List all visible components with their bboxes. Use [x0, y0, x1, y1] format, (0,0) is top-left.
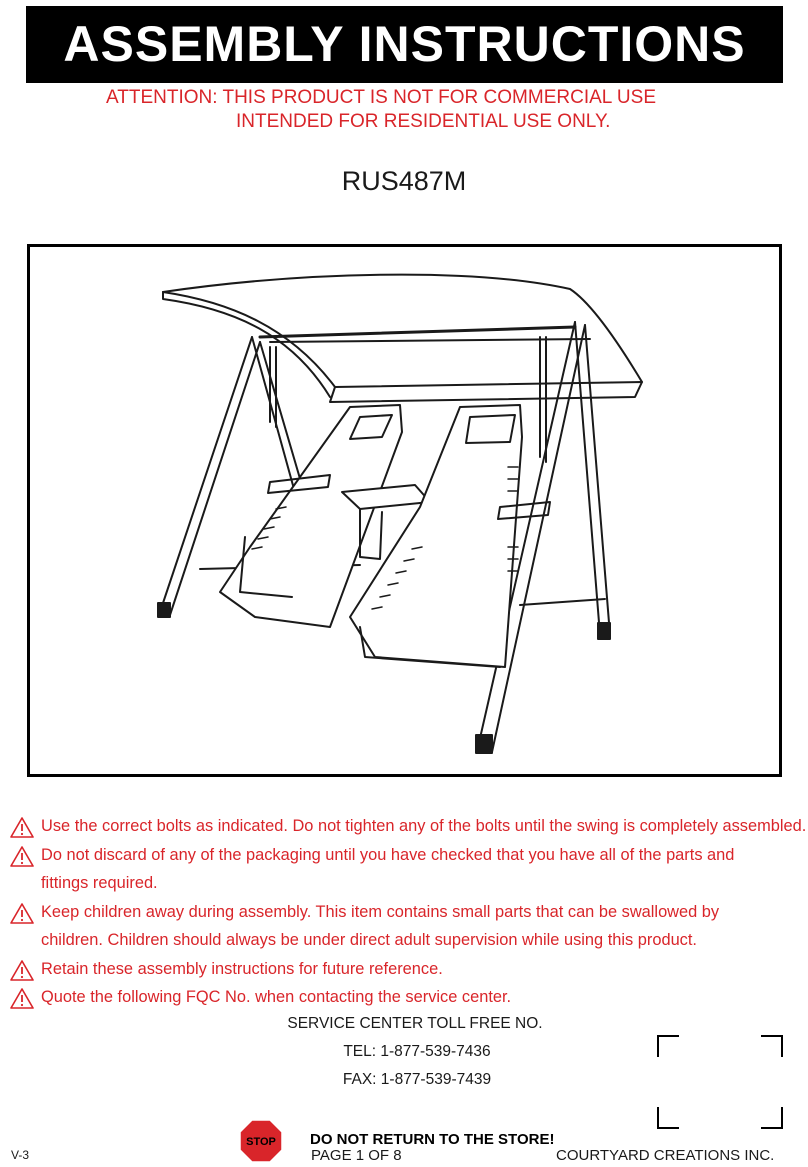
warning-text: Keep children away during assembly. This item contains small parts that can be swallowed by: [41, 902, 720, 921]
service-center-heading: SERVICE CENTER TOLL FREE NO.: [287, 1015, 543, 1032]
version-label: V-3: [11, 1148, 30, 1162]
attention-notice-line1: ATTENTION: THIS PRODUCT IS NOT FOR COMMERCIAL USE: [106, 87, 656, 108]
warning-item: [10, 812, 806, 841]
attention-notice-line2: INTENDED FOR RESIDENTIAL USE ONLY.: [236, 111, 611, 132]
warning-text: Do not discard of any of the packaging until you have checked that you have all of the parts and: [41, 845, 735, 864]
page-number: PAGE 1 OF 8: [311, 1147, 402, 1164]
warning-item: [10, 955, 806, 984]
no-return-notice: DO NOT RETURN TO THE STORE!: [310, 1131, 555, 1148]
fqc-box-corner-bottom-right: [761, 1107, 783, 1129]
warning-triangle-icon: [10, 846, 34, 867]
warning-triangle-icon: [10, 903, 34, 924]
service-tel: TEL: 1-877-539-7436: [343, 1043, 491, 1060]
service-fax: FAX: 1-877-539-7439: [342, 1071, 492, 1088]
swing-illustration: [30, 247, 779, 774]
warning-list: [10, 812, 806, 1012]
warning-text: children. Children should always be under direct adult supervision while using this product.: [41, 931, 697, 949]
fqc-box-corner-top-right: [761, 1035, 783, 1057]
warning-text: fittings required.: [41, 874, 158, 892]
warning-triangle-icon: [10, 988, 34, 1009]
stop-sign-label: STOP: [246, 1136, 276, 1148]
warning-item: [10, 841, 806, 898]
warning-triangle-icon: [10, 960, 34, 981]
warning-item: [10, 898, 806, 955]
warning-item: [10, 983, 806, 1012]
model-number: RUS487M: [341, 166, 467, 196]
warning-triangle-icon: [10, 817, 34, 838]
company-name: COURTYARD CREATIONS INC.: [556, 1147, 775, 1164]
product-illustration-frame: [27, 244, 782, 777]
fqc-box-corner-top-left: [657, 1035, 679, 1057]
fqc-box-corner-bottom-left: [657, 1107, 679, 1129]
warning-text: Retain these assembly instructions for future reference.: [41, 959, 443, 978]
warning-text: Quote the following FQC No. when contacting the service center.: [41, 988, 512, 1006]
warning-text: Use the correct bolts as indicated. Do not tighten any of the bolts until the swing is completely assembled.: [41, 817, 807, 835]
page-title: ASSEMBLY INSTRUCTIONS: [26, 6, 783, 83]
stop-sign-icon: [239, 1119, 283, 1163]
